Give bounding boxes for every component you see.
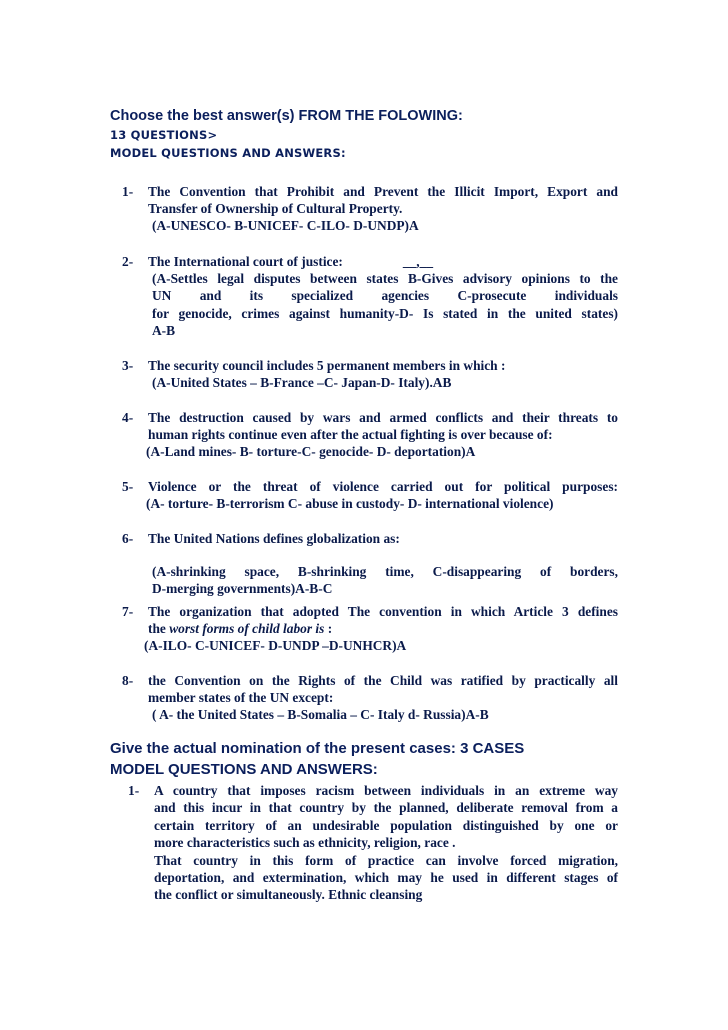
case-text: A country that imposes racism between individuals in an extreme way xyxy=(154,783,618,798)
question-2 xyxy=(122,253,618,339)
spacer xyxy=(148,547,618,557)
question-text-pre: the xyxy=(148,621,170,637)
question-text: The destruction caused by wars and armed conflicts and their threats to xyxy=(148,410,618,425)
answer-options: UN and its specialized agencies C-prosecute individuals xyxy=(152,288,618,304)
answer-options: (A-shrinking space, B-shrinking time, C-disappearing of borders, xyxy=(152,564,618,580)
question-text: The organization that adopted The convention in which Article 3 defines xyxy=(148,604,618,619)
case-text: and this incur in that country by the planned, deliberate removal from a xyxy=(154,800,618,816)
question-text: Transfer of Ownership of Cultural Property. xyxy=(148,201,403,217)
question-number: 8- xyxy=(122,673,134,688)
question-text-post: : xyxy=(324,621,333,637)
question-text: The Convention that Prohibit and Prevent the Illicit Import, Export and xyxy=(148,184,618,199)
case-answer: the conflict or simultaneously. Ethnic cleansing xyxy=(154,887,423,903)
question-7 xyxy=(122,603,618,655)
instruction-heading: Choose the best answer(s) FROM THE FOLOWING: xyxy=(110,108,463,124)
question-number: 4- xyxy=(122,410,134,425)
answer-options: (A- torture- B-terrorism C- abuse in custody- D- international violence) xyxy=(146,496,554,512)
question-6 xyxy=(122,530,618,598)
question-text xyxy=(148,620,618,637)
question-text: the Convention on the Rights of the Child was ratified by practically all xyxy=(148,673,618,688)
cases-model-heading: MODEL QUESTIONS AND ANSWERS: xyxy=(110,761,378,778)
question-number: 2- xyxy=(122,254,134,269)
case-text: more characteristics such as ethnicity, religion, race . xyxy=(154,835,456,851)
question-text: human rights continue even after the actual fighting is over because of: xyxy=(148,427,553,443)
answer-options: (A-UNESCO- B-UNICEF- C-ILO- D-UNDP)A xyxy=(152,218,419,234)
question-number: 3- xyxy=(122,358,134,373)
cases-heading: Give the actual nomination of the present cases: 3 CASES xyxy=(110,740,525,757)
question-4 xyxy=(122,409,618,461)
question-text: The security council includes 5 permanent members in which : xyxy=(148,358,506,373)
case-text: deportation, and extermination, which may he used in different stages of xyxy=(154,870,618,886)
question-8 xyxy=(122,672,618,724)
answer-options: (A-Settles legal disputes between states B-Gives advisory opinions to the xyxy=(152,271,618,287)
answer-key: A-B xyxy=(152,322,176,338)
answer-options: (A-ILO- C-UNICEF- D-UNDP –D-UNHCR)A xyxy=(144,638,407,654)
answer-blank: __,__ xyxy=(402,254,434,269)
question-text xyxy=(148,253,618,270)
question-text: Violence or the threat of violence carried out for political purposes: xyxy=(148,479,618,494)
model-questions-heading: MODEL QUESTIONS AND ANSWERS: xyxy=(110,146,346,160)
answer-options: for genocide, crimes against humanity-D- Is stated in the united states) xyxy=(152,305,618,321)
question-number: 5- xyxy=(122,479,134,494)
question-text: member states of the UN except: xyxy=(148,690,334,706)
case-1 xyxy=(128,782,618,904)
answer-options: (A-United States – B-France –C- Japan-D- Italy).AB xyxy=(152,375,452,391)
question-1 xyxy=(122,183,618,235)
answer-options: (A-Land mines- B- torture-C- genocide- D- deportation)A xyxy=(146,444,476,460)
question-5 xyxy=(122,478,618,512)
question-text: The United Nations defines globalization as: xyxy=(148,531,400,546)
question-3 xyxy=(122,357,618,391)
case-text: That country in this form of practice can involve forced migration, xyxy=(154,852,618,868)
case-number: 1- xyxy=(128,783,140,798)
question-number: 1- xyxy=(122,184,134,199)
answer-options: D-merging governments)A-B-C xyxy=(152,581,333,597)
question-count-heading: 13 QUESTIONS> xyxy=(110,128,218,142)
question-stem: The International court of justice: xyxy=(148,254,343,269)
case-text: certain territory of an undesirable population distinguished by one or xyxy=(154,817,618,833)
question-text-italic: worst forms of child labor is xyxy=(169,621,325,637)
question-number: 7- xyxy=(122,604,134,619)
question-number: 6- xyxy=(122,531,134,546)
answer-options: ( A- the United States – B-Somalia – C- Italy d- Russia)A-B xyxy=(152,707,489,723)
